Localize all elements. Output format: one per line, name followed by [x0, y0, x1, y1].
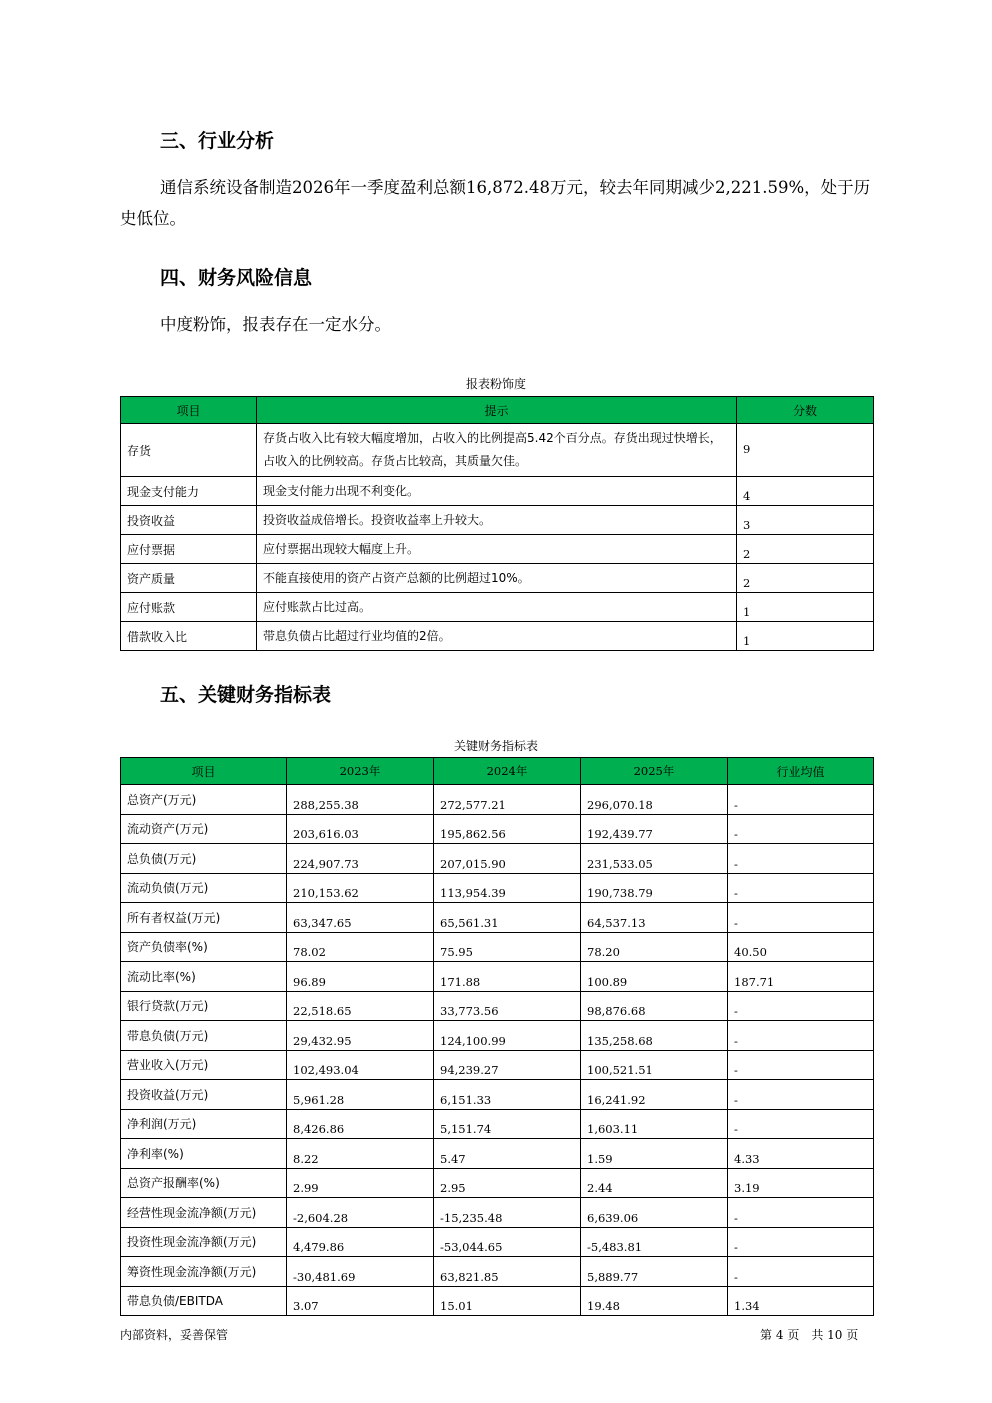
section-heading-industry: 三、行业分析 [160, 130, 275, 152]
value-2025-cell: 78.20 [581, 932, 728, 962]
key-indicators-table [120, 757, 874, 1316]
table-row [121, 1286, 874, 1316]
table1-header-item: 项目 [121, 397, 257, 424]
industry-avg-cell: - [728, 991, 874, 1021]
value-2024-cell: 94,239.27 [434, 1050, 581, 1080]
score-cell: 1 [737, 593, 874, 622]
score-cell: 4 [737, 477, 874, 506]
risk-paragraph [120, 309, 880, 340]
item-cell: 资产负债率(%) [121, 932, 287, 962]
item-cell: 带息负债/EBITDA [121, 1286, 287, 1316]
table-row [121, 535, 874, 564]
value-2025-cell: 19.48 [581, 1286, 728, 1316]
table-row [121, 991, 874, 1021]
item-cell: 投资收益 [121, 506, 257, 535]
tip-cell: 应付账款占比过高。 [257, 593, 737, 622]
table2-header-row [121, 758, 874, 785]
item-cell: 带息负债(万元) [121, 1021, 287, 1051]
value-2023-cell: 63,347.65 [287, 903, 434, 933]
value-2023-cell: 203,616.03 [287, 814, 434, 844]
current-page: 4 [775, 1328, 784, 1342]
table1-header-tip: 提示 [257, 397, 737, 424]
value-2023-cell: 8,426.86 [287, 1109, 434, 1139]
table-row [121, 932, 874, 962]
item-cell: 总负债(万元) [121, 844, 287, 874]
value-2024-cell: -15,235.48 [434, 1198, 581, 1228]
industry-avg-cell: - [728, 814, 874, 844]
table1-header-score: 分数 [737, 397, 874, 424]
value-2023-cell: 224,907.73 [287, 844, 434, 874]
value-2023-cell: 22,518.65 [287, 991, 434, 1021]
value-2023-cell: 102,493.04 [287, 1050, 434, 1080]
score-cell: 1 [737, 622, 874, 651]
table2-header-item: 项目 [121, 758, 287, 785]
item-cell: 筹资性现金流净额(万元) [121, 1257, 287, 1287]
item-cell: 净利润(万元) [121, 1109, 287, 1139]
tip-cell: 现金支付能力出现不利变化。 [257, 477, 737, 506]
item-cell: 总资产报酬率(%) [121, 1168, 287, 1198]
industry-paragraph [120, 172, 880, 234]
value-2025-cell: 1.59 [581, 1139, 728, 1169]
industry-avg-cell: 3.19 [728, 1168, 874, 1198]
industry-avg-cell: - [728, 844, 874, 874]
value-2025-cell: 296,070.18 [581, 785, 728, 815]
industry-avg-cell: - [728, 873, 874, 903]
table-row [121, 873, 874, 903]
industry-avg-cell: 4.33 [728, 1139, 874, 1169]
table-row [121, 903, 874, 933]
total-pages: 10 [827, 1328, 843, 1342]
industry-avg-cell: - [728, 1227, 874, 1257]
value-2024-cell: 6,151.33 [434, 1080, 581, 1110]
table-row [121, 1080, 874, 1110]
value-2024-cell: 65,561.31 [434, 903, 581, 933]
industry-avg-cell: - [728, 1021, 874, 1051]
value-2024-cell: 207,015.90 [434, 844, 581, 874]
score-cell: 3 [737, 506, 874, 535]
table-row [121, 1168, 874, 1198]
item-cell: 投资性现金流净额(万元) [121, 1227, 287, 1257]
item-cell: 总资产(万元) [121, 785, 287, 815]
tip-cell: 不能直接使用的资产占资产总额的比例超过10%。 [257, 564, 737, 593]
value-2023-cell: 210,153.62 [287, 873, 434, 903]
item-cell: 存货 [121, 424, 257, 477]
value-2024-cell: 124,100.99 [434, 1021, 581, 1051]
table-row [121, 506, 874, 535]
table2-header-industry-avg: 行业均值 [728, 758, 874, 785]
value-2023-cell: 29,432.95 [287, 1021, 434, 1051]
item-cell: 现金支付能力 [121, 477, 257, 506]
item-cell: 投资收益(万元) [121, 1080, 287, 1110]
table-row [121, 1257, 874, 1287]
table-row [121, 424, 874, 477]
industry-text: 通信系统设备制造2026年一季度盈利总额16,872.48万元，较去年同期减少2,221.59%，处于历史低位。 [120, 178, 871, 228]
value-2025-cell: 5,889.77 [581, 1257, 728, 1287]
table-row [121, 814, 874, 844]
value-2023-cell: 8.22 [287, 1139, 434, 1169]
value-2023-cell: 2.99 [287, 1168, 434, 1198]
value-2025-cell: 2.44 [581, 1168, 728, 1198]
item-cell: 资产质量 [121, 564, 257, 593]
table2-caption: 关键财务指标表 [453, 739, 538, 753]
value-2024-cell: -53,044.65 [434, 1227, 581, 1257]
value-2023-cell: 96.89 [287, 962, 434, 992]
value-2024-cell: 195,862.56 [434, 814, 581, 844]
footer-confidential: 内部资料，妥善保管 [120, 1328, 229, 1342]
table1-header-row [121, 397, 874, 424]
value-2025-cell: 16,241.92 [581, 1080, 728, 1110]
table1-caption: 报表粉饰度 [465, 377, 526, 391]
value-2024-cell: 75.95 [434, 932, 581, 962]
tip-cell: 带息负债占比超过行业均值的2倍。 [257, 622, 737, 651]
value-2023-cell: -30,481.69 [287, 1257, 434, 1287]
item-cell: 流动负债(万元) [121, 873, 287, 903]
value-2023-cell: 4,479.86 [287, 1227, 434, 1257]
item-cell: 借款收入比 [121, 622, 257, 651]
table-row [121, 622, 874, 651]
item-cell: 营业收入(万元) [121, 1050, 287, 1080]
table2-header-2024: 2024年 [434, 758, 581, 785]
value-2023-cell: 3.07 [287, 1286, 434, 1316]
industry-avg-cell: - [728, 1198, 874, 1228]
table-row [121, 1139, 874, 1169]
table-row [121, 593, 874, 622]
value-2023-cell: 288,255.38 [287, 785, 434, 815]
value-2025-cell: 6,639.06 [581, 1198, 728, 1228]
value-2025-cell: 231,533.05 [581, 844, 728, 874]
value-2024-cell: 171.88 [434, 962, 581, 992]
item-cell: 流动资产(万元) [121, 814, 287, 844]
tip-cell: 存货占收入比有较大幅度增加，占收入的比例提高5.42个百分点。存货出现过快增长，占收入的比例较高。存货占比较高，其质量欠佳。 [257, 424, 737, 477]
score-cell: 9 [737, 424, 874, 477]
value-2025-cell: 192,439.77 [581, 814, 728, 844]
value-2024-cell: 15.01 [434, 1286, 581, 1316]
value-2025-cell: 1,603.11 [581, 1109, 728, 1139]
item-cell: 净利率(%) [121, 1139, 287, 1169]
footer-page-number: 第 4 页 共 10 页 [760, 1328, 859, 1342]
value-2025-cell: 100,521.51 [581, 1050, 728, 1080]
industry-avg-cell: - [728, 1257, 874, 1287]
value-2025-cell: 98,876.68 [581, 991, 728, 1021]
value-2024-cell: 63,821.85 [434, 1257, 581, 1287]
tip-cell: 应付票据出现较大幅度上升。 [257, 535, 737, 564]
industry-avg-cell: 1.34 [728, 1286, 874, 1316]
table-row [121, 564, 874, 593]
industry-avg-cell: - [728, 1080, 874, 1110]
whitewash-table [120, 396, 874, 651]
industry-avg-cell: 187.71 [728, 962, 874, 992]
value-2025-cell: -5,483.81 [581, 1227, 728, 1257]
industry-avg-cell: - [728, 1050, 874, 1080]
value-2024-cell: 33,773.56 [434, 991, 581, 1021]
value-2023-cell: -2,604.28 [287, 1198, 434, 1228]
industry-avg-cell: - [728, 785, 874, 815]
value-2023-cell: 78.02 [287, 932, 434, 962]
table-row [121, 477, 874, 506]
value-2024-cell: 5,151.74 [434, 1109, 581, 1139]
item-cell: 经营性现金流净额(万元) [121, 1198, 287, 1228]
section-heading-key-indicators: 五、关键财务指标表 [160, 684, 332, 706]
value-2023-cell: 5,961.28 [287, 1080, 434, 1110]
value-2024-cell: 2.95 [434, 1168, 581, 1198]
table-row [121, 785, 874, 815]
table2-header-2025: 2025年 [581, 758, 728, 785]
value-2024-cell: 5.47 [434, 1139, 581, 1169]
tip-cell: 投资收益成倍增长。投资收益率上升较大。 [257, 506, 737, 535]
score-cell: 2 [737, 564, 874, 593]
industry-avg-cell: - [728, 1109, 874, 1139]
table2-header-2023: 2023年 [287, 758, 434, 785]
score-cell: 2 [737, 535, 874, 564]
section-heading-risk: 四、财务风险信息 [160, 267, 313, 289]
item-cell: 所有者权益(万元) [121, 903, 287, 933]
item-cell: 应付票据 [121, 535, 257, 564]
table-row [121, 962, 874, 992]
table-row [121, 1021, 874, 1051]
value-2025-cell: 135,258.68 [581, 1021, 728, 1051]
item-cell: 流动比率(%) [121, 962, 287, 992]
industry-avg-cell: - [728, 903, 874, 933]
table-row [121, 1050, 874, 1080]
value-2025-cell: 64,537.13 [581, 903, 728, 933]
value-2024-cell: 272,577.21 [434, 785, 581, 815]
item-cell: 应付账款 [121, 593, 257, 622]
table-row [121, 1227, 874, 1257]
table-row [121, 1109, 874, 1139]
value-2025-cell: 190,738.79 [581, 873, 728, 903]
risk-text: 中度粉饰，报表存在一定水分。 [160, 315, 391, 334]
value-2024-cell: 113,954.39 [434, 873, 581, 903]
value-2025-cell: 100.89 [581, 962, 728, 992]
table-row [121, 1198, 874, 1228]
item-cell: 银行贷款(万元) [121, 991, 287, 1021]
table-row [121, 844, 874, 874]
industry-avg-cell: 40.50 [728, 932, 874, 962]
